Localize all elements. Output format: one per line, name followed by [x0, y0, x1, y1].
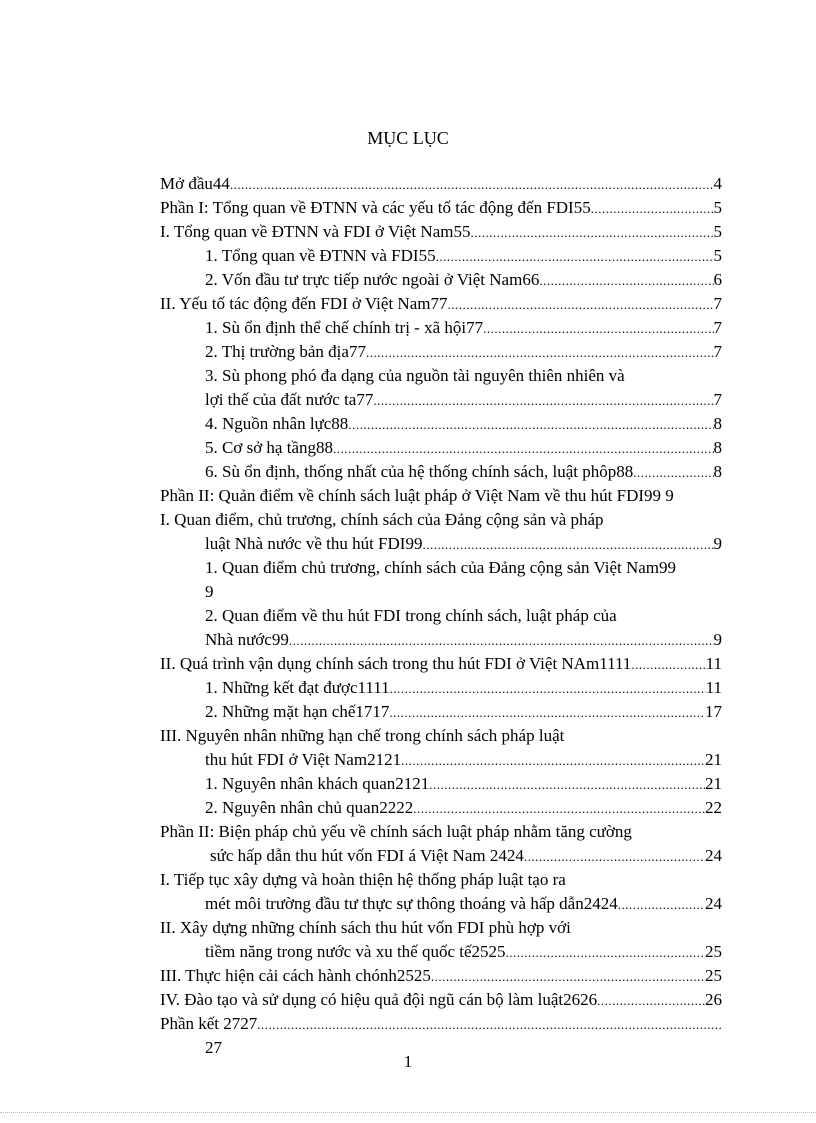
toc-entry[interactable]: I. Tổng quan về ĐTNN và FDI ở Việt Nam55 ..... 5: [160, 220, 722, 244]
toc-entry[interactable]: 1. Những kết đạt được1111 ..... 11: [205, 676, 722, 700]
toc-entry[interactable]: IV. Đào tạo và sử dụng có hiệu quả đội ngũ cán bộ làm luật2626 ..... 26: [160, 988, 722, 1012]
toc-entry[interactable]: Phần I: Tổng quan về ĐTNN và các yếu tố tác động đến FDI55 ..... 5: [160, 196, 722, 220]
toc-entry[interactable]: II. Quá trình vận dụng chính sách trong thu hút FDI ở Việt NAm1111 ..... 11: [160, 652, 722, 676]
toc-entry-line: 27: [205, 1038, 222, 1057]
toc-entry[interactable]: lợi thế của đất nước ta77 ..... 7: [205, 388, 722, 412]
toc-entry[interactable]: mét môi trường đầu tư thực sự thông thoáng và hấp dẫn2424 ..... 24: [205, 892, 722, 916]
toc-entry[interactable]: Nhà nước99 ..... 9: [205, 628, 722, 652]
toc-entry[interactable]: 6. Sù ổn định, thống nhất của hệ thống chính sách, luật phôp88 ..... 8: [205, 460, 722, 484]
toc-entry-line: 2. Quan điểm về thu hút FDI trong chính sách, luật pháp của: [205, 606, 617, 625]
toc-entry[interactable]: 2. Nguyên nhân chủ quan2222 ..... 22: [205, 796, 722, 820]
toc-entry[interactable]: Mở đầu44 ..... 4: [160, 172, 722, 196]
toc-entry[interactable]: III. Thực hiện cải cách hành chónh2525 ..... 25: [160, 964, 722, 988]
toc-title: MỤC LỤC: [367, 128, 449, 148]
toc-entry-line: 9: [205, 582, 214, 601]
toc-entry-line: Phần II: Biện pháp chủ yếu về chính sách luật pháp nhằm tăng cường: [160, 822, 632, 841]
toc-entry[interactable]: thu hút FDI ở Việt Nam2121 ..... 21: [205, 748, 722, 772]
toc-entry-line: Phần II: Quản điểm về chính sách luật pháp ở Việt Nam về thu hút FDI99 9: [160, 486, 674, 505]
toc-entry[interactable]: 1. Nguyên nhân khách quan2121 ..... 21: [205, 772, 722, 796]
toc-entry[interactable]: 2. Thị trường bản địa77 ..... 7: [205, 340, 722, 364]
toc-entry[interactable]: 2. Vốn đầu tư trực tiếp nước ngoài ở Việt Nam66 ..... 6: [205, 268, 722, 292]
toc-entry[interactable]: Phần kết 2727 .....: [160, 1012, 722, 1036]
toc-entry-line: II. Xây dựng những chính sách thu hút vốn FDI phù hợp với: [160, 918, 571, 937]
toc-entry[interactable]: 1. Sù ổn định thể chế chính trị - xã hội77 ..... 7: [205, 316, 722, 340]
toc-entry-line: I. Tiếp tục xây dựng và hoàn thiện hệ thống pháp luật tạo ra: [160, 870, 566, 889]
toc-entry[interactable]: 4. Nguồn nhân lực88 ..... 8: [205, 412, 722, 436]
toc-entry-line: 1. Quan điểm chủ trương, chính sách của Đảng cộng sản Việt Nam99: [205, 558, 677, 577]
toc-entry-line: I. Quan điểm, chủ trương, chính sách của Đảng cộng sản và pháp: [160, 510, 604, 529]
toc-entry[interactable]: 2. Những mặt hạn chế1717 ..... 17: [205, 700, 722, 724]
toc-entry[interactable]: tiềm năng trong nước và xu thế quốc tế2525 ..... 25: [205, 940, 722, 964]
page-number: 1: [403, 1052, 413, 1071]
toc-entry-line: 3. Sù phong phó đa dạng của nguồn tài nguyên thiên nhiên và: [205, 366, 625, 385]
toc-entry[interactable]: luật Nhà nước về thu hút FDI99 ..... 9: [205, 532, 722, 556]
toc-entry[interactable]: II. Yếu tố tác động đến FDI ở Việt Nam77 ..... 7: [160, 292, 722, 316]
toc-entry[interactable]: sức hấp dẫn thu hút vốn FDI á Việt Nam 2424 ..... 24: [210, 844, 722, 868]
page-divider: [0, 1112, 816, 1115]
toc-entry[interactable]: 1. Tổng quan về ĐTNN và FDI55 ..... 5: [205, 244, 722, 268]
toc-entry[interactable]: 5. Cơ sở hạ tầng88 ..... 8: [205, 436, 722, 460]
toc-entry-line: III. Nguyên nhân những hạn chế trong chính sách pháp luật: [160, 726, 565, 745]
